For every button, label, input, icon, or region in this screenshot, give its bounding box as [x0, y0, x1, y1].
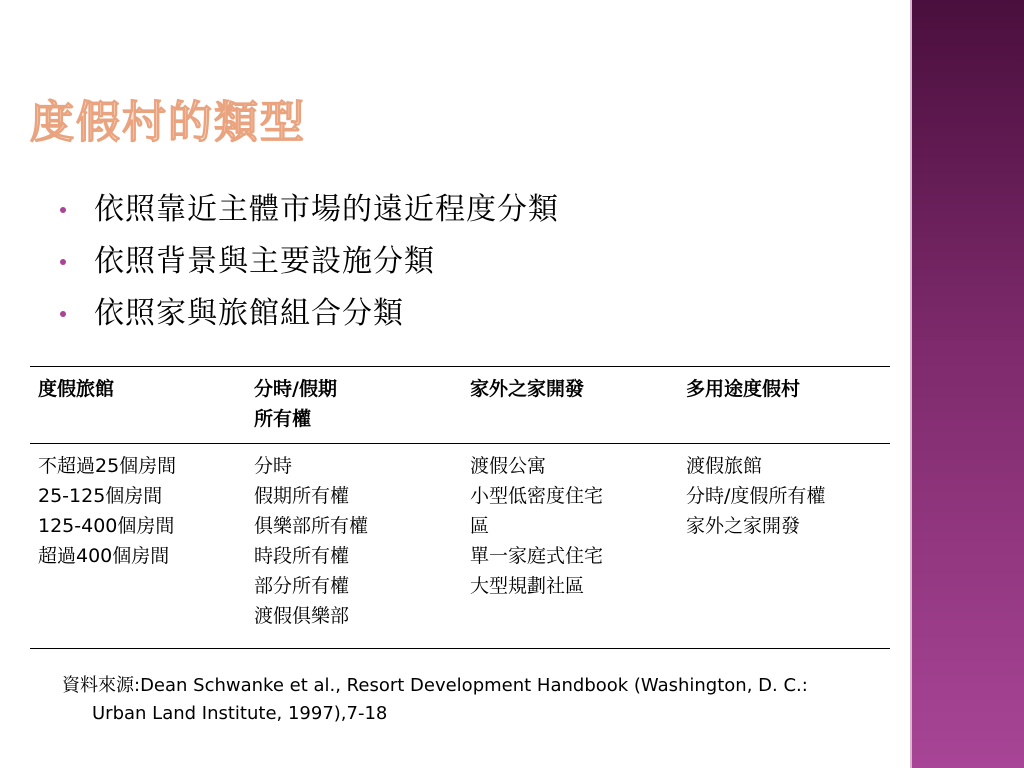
source-line-2: Urban Land Institute, 1997),7-18: [92, 703, 388, 724]
cell-line: 不超過25個房間: [38, 455, 177, 477]
cell-line: 125-400個房間: [38, 515, 175, 537]
cell-line: 超過400個房間: [38, 545, 170, 567]
cell-line: 分時/度假所有權: [686, 485, 826, 507]
cell-line: 渡假俱樂部: [254, 605, 350, 627]
bullet-item: [60, 288, 559, 340]
cell-line: 俱樂部所有權: [254, 515, 369, 537]
cell-line: 時段所有權: [254, 545, 350, 567]
cell-line: 渡假公寓: [470, 455, 547, 477]
source-line-1: 資料來源:Dean Schwanke et al., Resort Development Handbook (Washington, D. C.:: [62, 675, 808, 696]
cell-line: 單一家庭式住宅: [470, 545, 604, 567]
table-row: [30, 444, 890, 648]
bullet-text: 依照靠近主體市場的遠近程度分類: [94, 192, 559, 227]
table-header-row: [30, 367, 890, 444]
cell-line: 分時: [254, 455, 293, 477]
cell-line: 大型規劃社區: [470, 575, 585, 597]
source-citation: [62, 672, 942, 728]
cell-line: 假期所有權: [254, 485, 350, 507]
bullet-dot-icon: [60, 207, 66, 213]
cell-line: 區: [470, 515, 490, 537]
header-cell-timeshare: [246, 367, 462, 443]
slide-title: 度假村的類型: [30, 97, 306, 148]
resort-types-table: [30, 366, 890, 649]
header-cell-multi-use: [678, 367, 890, 443]
cell-line: 多用途度假村: [686, 378, 801, 400]
header-cell-second-home: [462, 367, 678, 443]
body-cell-second-home: [462, 444, 678, 648]
cell-line: 渡假旅館: [686, 455, 763, 477]
cell-line: 度假旅館: [38, 378, 115, 400]
bullet-text: 依照背景與主要設施分類: [94, 244, 435, 279]
cell-line: 部分所有權: [254, 575, 350, 597]
cell-line: 所有權: [254, 408, 312, 430]
bullet-item: [60, 236, 559, 288]
bullet-dot-icon: [60, 311, 66, 317]
cell-line: 25-125個房間: [38, 485, 163, 507]
cell-line: 家外之家開發: [470, 378, 585, 400]
body-cell-timeshare: [246, 444, 462, 648]
header-cell-resort-hotel: [30, 367, 246, 443]
body-cell-multi-use: [678, 444, 890, 648]
body-cell-resort-hotel: [30, 444, 246, 648]
bullet-list: [60, 184, 559, 340]
bullet-text: 依照家與旅館組合分類: [94, 296, 404, 331]
cell-line: 分時/假期: [254, 378, 337, 400]
bullet-item: [60, 184, 559, 236]
decorative-side-band: [912, 0, 1024, 768]
bullet-dot-icon: [60, 259, 66, 265]
cell-line: 家外之家開發: [686, 515, 801, 537]
cell-line: 小型低密度住宅: [470, 485, 604, 507]
